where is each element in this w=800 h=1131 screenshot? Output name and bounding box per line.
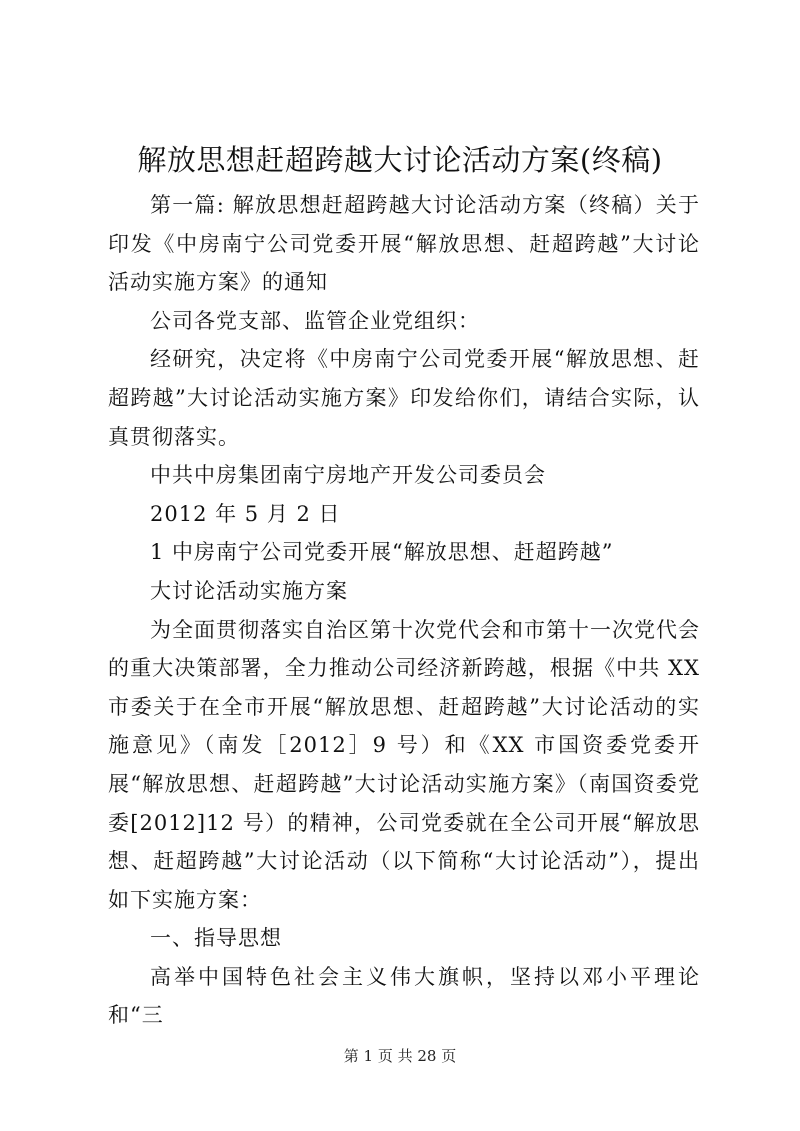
paragraph-issuer: 中共中房集团南宁房地产开发公司委员会 [150, 463, 546, 488]
paragraph-salutation: 公司各党支部、监管企业党组织： [150, 308, 480, 333]
paragraph-heading-guiding: 一、指导思想 [150, 926, 282, 951]
paragraph-intro: 第一篇: 解放思想赶超跨越大讨论活动方案（终稿）关于印发《中房南宁公司党委开展“解放思想、赶超跨越”大讨论活动实施方案》的通知 [108, 193, 700, 295]
paragraph-section-title-1: 1 中房南宁公司党委开展“解放思想、赶超跨越” [150, 540, 614, 565]
paragraph-date: 2012 年 5 月 2 日 [150, 501, 341, 526]
paragraph-notice: 经研究，决定将《中房南宁公司党委开展“解放思想、赶超跨越”大讨论活动实施方案》印发给你们，请结合实际，认真贯彻落实。 [108, 347, 700, 449]
paragraph-main: 为全面贯彻落实自治区第十次党代会和市第十一次党代会的重大决策部署，全力推动公司经济新跨越，根据《中共 XX 市委关于在全市开展“解放思想、赶超跨越”大讨论活动的实施意见》（南发［2012］9 号）和《XX 市国资委党委开展“解放思想、赶超跨越”大讨论活动实施方案》（南国资委党委[2012]12 号）的精神，公司党委就在全公司开展“解放思想、赶超跨越”大讨论活动（以下简称“大讨论活动”），提出如下实施方案： [108, 617, 700, 912]
paragraph-guiding: 高举中国特色社会主义伟大旗帜，坚持以邓小平理论和“三 [108, 964, 700, 1028]
page-footer: 第 1 页 共 28 页 [343, 1047, 457, 1065]
paragraph-section-title-2: 大讨论活动实施方案 [150, 578, 348, 603]
document-title: 解放思想赶超跨越大讨论活动方案(终稿) [137, 143, 663, 177]
document-body [108, 186, 700, 1035]
